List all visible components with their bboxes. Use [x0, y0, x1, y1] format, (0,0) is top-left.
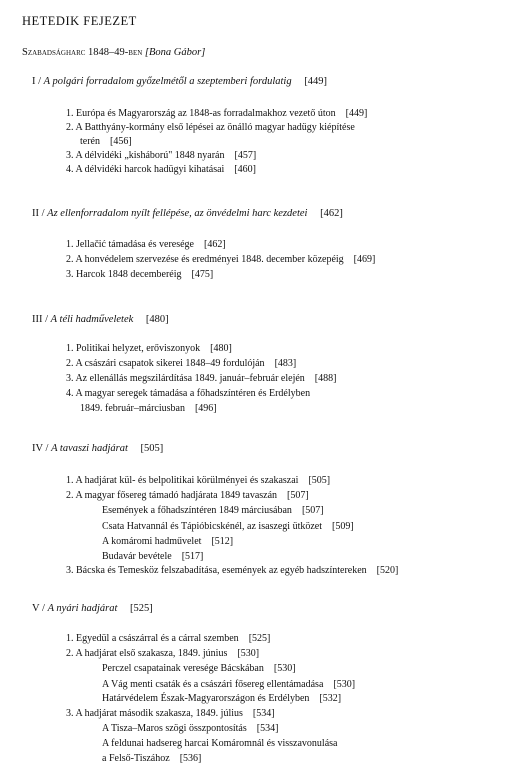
- section-page: [462]: [320, 208, 343, 219]
- toc-entry: A Vág menti csaták és a császári fősereg ellentámadása [530]: [102, 679, 356, 690]
- toc-entry: 2. A hadjárat első szakasza, 1849. június [530]: [66, 648, 260, 659]
- toc-entry: A feldunai hadsereg harcai Komáromnál és visszavonulása: [102, 738, 338, 749]
- toc-entry: 3. Harcok 1848 decemberéig [475]: [66, 269, 214, 280]
- toc-entry: 2. A honvédelem szervezése és eredményei 1848. december közepéig [469]: [66, 254, 376, 265]
- section-title: A polgári forradalom győzelmétől a szeptemberi fordulatig: [43, 76, 292, 87]
- toc-entry: terén [456]: [80, 136, 132, 147]
- toc-entry: Határvédelem Észak-Magyarországon és Erdélyben [532]: [102, 693, 342, 704]
- chapter-title: HETEDIK FEJEZET: [22, 14, 137, 28]
- toc-entry: 1. Egyedül a császárral és a cárral szemben [525]: [66, 633, 271, 644]
- section-page: [525]: [130, 603, 153, 614]
- subtitle-main: Szabadságharc 1848–49-ben: [22, 47, 143, 58]
- toc-entry: Budavár bevétele [517]: [102, 551, 204, 562]
- toc-entry: 2. A magyar fősereg támadó hadjárata 1849 tavaszán [507]: [66, 490, 309, 501]
- section-numeral: III /: [32, 314, 49, 325]
- toc-entry: 2. A Batthyány-kormány első lépései az önálló magyar hadügy kiépítése: [66, 122, 355, 133]
- toc-entry: 1. Európa és Magyarország az 1848-as forradalmakhoz vezető úton [449]: [66, 108, 368, 119]
- toc-entry: 3. A hadjárat második szakasza, 1849. július [534]: [66, 708, 275, 719]
- section-page: [480]: [145, 314, 169, 325]
- subtitle-author: [Bona Gábor]: [144, 47, 206, 58]
- section-heading: [32, 76, 327, 87]
- toc-entry: 1. Politikai helyzet, erőviszonyok [480]: [66, 343, 232, 354]
- section-title: Az ellenforradalom nyílt fellépése, az önvédelmi harc kezdetei: [47, 208, 308, 219]
- toc-entry: 3. Bácska és Temesköz felszabadítása, események az egyéb hadszíntereken [520]: [66, 565, 399, 576]
- section-numeral: II /: [32, 208, 45, 219]
- toc-entry: 4. A magyar seregek támadása a főhadszíntéren és Erdélyben: [66, 388, 311, 399]
- section-heading: [32, 443, 163, 454]
- toc-entry: 1849. február–márciusban [496]: [80, 403, 217, 414]
- toc-entry: Események a főhadszíntéren 1849 márciusában [507]: [102, 505, 324, 516]
- chapter-subtitle: [22, 47, 205, 58]
- toc-entry: 1. Jellačić támadása és veresége [462]: [66, 239, 226, 250]
- toc-entry: 2. A császári csapatok sikerei 1848–49 fordulóján [483]: [66, 358, 297, 369]
- section-page: [449]: [304, 76, 327, 87]
- section-title: A nyári hadjárat: [47, 603, 118, 614]
- toc-entry: 3. A délvidéki „kisháború" 1848 nyarán [457]: [66, 150, 257, 161]
- toc-entry: 3. Az ellenállás megszilárdítása 1849. január–február elején [488]: [66, 373, 337, 384]
- toc-entry: Csata Hatvannál és Tápióbicskénél, az isaszegi ütközet [509]: [102, 521, 354, 532]
- toc-entry: 4. A délvidéki harcok hadügyi kihatásai [460]: [66, 164, 256, 175]
- toc-entry: 1. A hadjárat kül- és belpolitikai körülményei és szakaszai [505]: [66, 475, 331, 486]
- section-numeral: IV /: [32, 443, 49, 454]
- section-numeral: I /: [32, 76, 42, 87]
- section-title: A tavaszi hadjárat: [51, 443, 128, 454]
- section-page: [505]: [140, 443, 164, 454]
- toc-entry: A komáromi hadművelet [512]: [102, 536, 234, 547]
- toc-entry: a Felső-Tiszához [536]: [102, 753, 202, 764]
- section-heading: [32, 314, 169, 325]
- section-numeral: V /: [32, 603, 45, 614]
- toc-entry: Perczel csapatainak veresége Bácskában [530]: [102, 663, 296, 674]
- toc-entry: A Tisza–Maros szögi összpontosítás [534]: [102, 723, 279, 734]
- section-heading: [32, 603, 153, 614]
- section-title: A téli hadműveletek: [50, 314, 134, 325]
- section-heading: [32, 208, 343, 219]
